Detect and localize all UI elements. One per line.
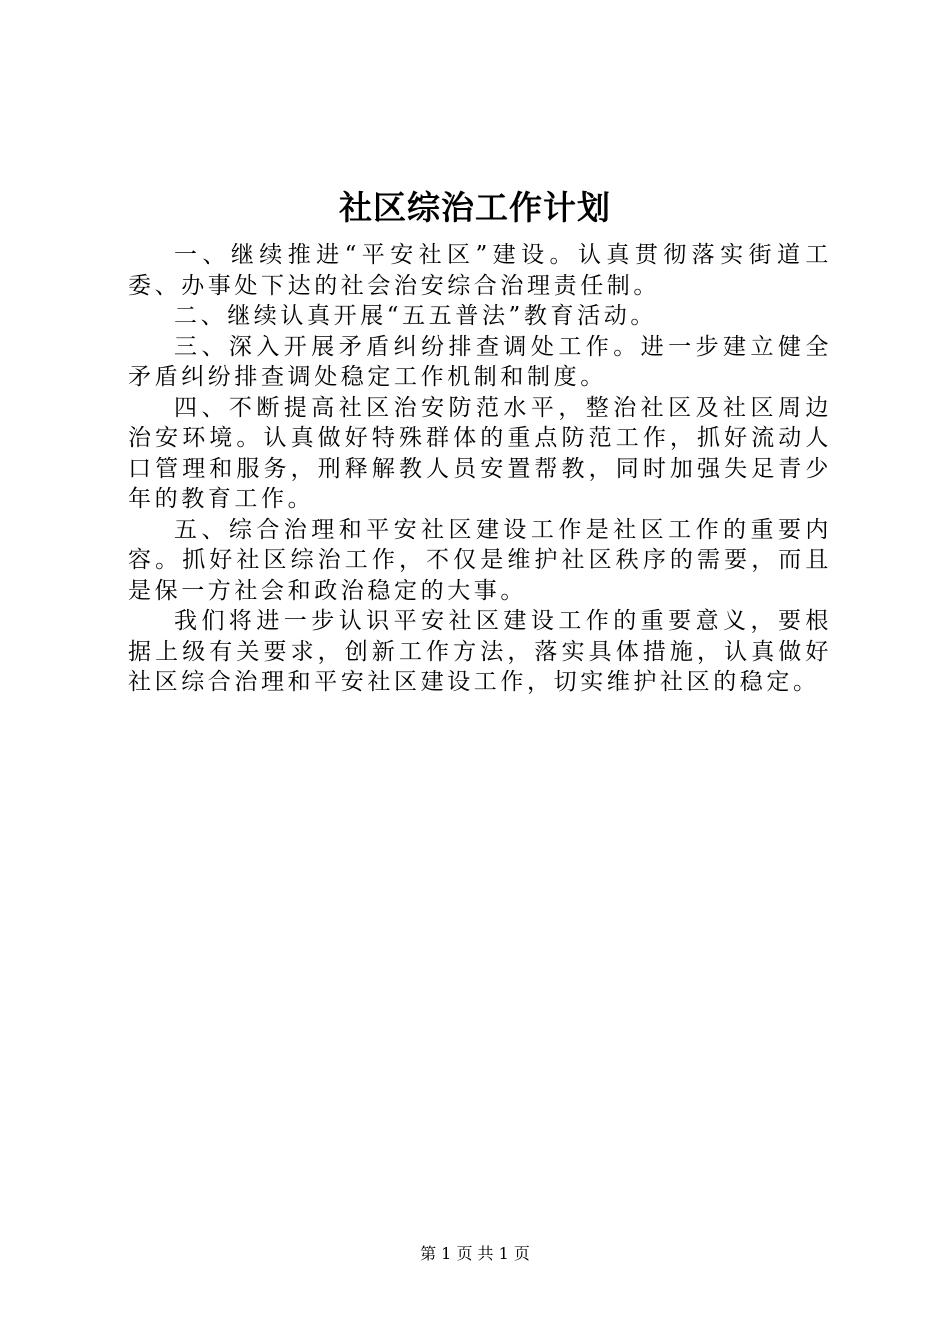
paragraph-2: 二、继续认真开展“五五普法”教育活动。 <box>174 303 657 329</box>
paragraph-5: 五、综合治理和平安社区建设工作是社区工作的重要内容。抓好社区综治工作，不仅是维护社区秩序的需要，而且是保一方社会和政治稳定的大事。 <box>128 516 832 604</box>
page-footer: 第 1 页 共 1 页 <box>420 1244 530 1263</box>
page-title: 社区综治工作计划 <box>339 188 611 227</box>
paragraph-4: 四、不断提高社区治安防范水平，整治社区及社区周边治安环境。认真做好特殊群体的重点防范工作，抓好流动人口管理和服务，刑释解教人员安置帮教，同时加强失足青少年的教育工作。 <box>128 394 832 512</box>
paragraph-1: 一、继续推进“平安社区”建设。认真贯彻落实街道工委、办事处下达的社会治安综合治理责任制。 <box>128 242 832 299</box>
document-body <box>128 240 832 698</box>
paragraph-6: 我们将进一步认识平安社区建设工作的重要意义，要根据上级有关要求，创新工作方法，落实具体措施，认真做好社区综合治理和平安社区建设工作，切实维护社区的稳定。 <box>128 608 832 695</box>
paragraph-3: 三、深入开展矛盾纠纷排查调处工作。进一步建立健全矛盾纠纷排查调处稳定工作机制和制度。 <box>128 333 832 390</box>
